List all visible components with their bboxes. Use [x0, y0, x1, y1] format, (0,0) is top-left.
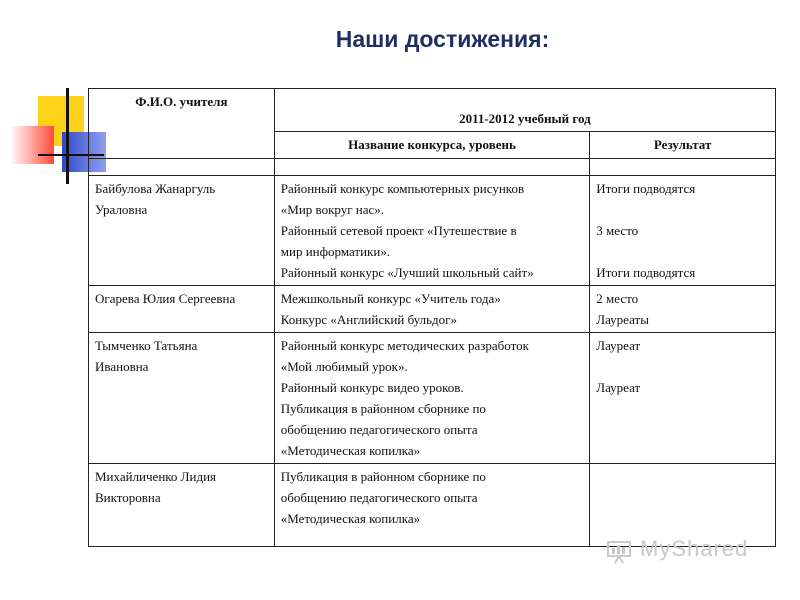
- decor-vertical-line: [66, 88, 69, 184]
- teacher-cell: [89, 333, 275, 464]
- teacher-line: Тымченко Татьяна: [95, 338, 198, 353]
- teacher-line: Викторовна: [95, 490, 161, 505]
- teacher-line: Ивановна: [95, 359, 149, 374]
- header-year: 2011-2012 учебный год: [274, 89, 775, 132]
- contest-line: мир информатики».: [280, 244, 391, 259]
- result-line: Лауреаты: [596, 312, 649, 327]
- contest-line: Районный конкурс видео уроков.: [280, 380, 464, 395]
- contest-line: «Методическая копилка»: [280, 511, 421, 526]
- contest-cell: [274, 464, 589, 547]
- contest-line: «Методическая копилка»: [280, 443, 421, 458]
- spacer-cell: [89, 159, 275, 176]
- contest-line: Публикация в районном сборнике по: [280, 401, 486, 416]
- result-cell: [590, 464, 776, 547]
- result-line: [596, 466, 769, 487]
- header-contest: Название конкурса, уровень: [274, 132, 589, 159]
- watermark-logo-icon: [606, 538, 634, 564]
- result-line: [596, 241, 769, 262]
- contest-line: обобщению педагогического опыта: [280, 490, 478, 505]
- result-line: [596, 356, 769, 377]
- contest-cell: [274, 176, 589, 286]
- contest-cell: [274, 333, 589, 464]
- result-line: Итоги подводятся: [596, 181, 696, 196]
- teacher-line: Михайличенко Лидия: [95, 469, 217, 484]
- teacher-line: Байбулова Жанаргуль: [95, 181, 216, 196]
- teacher-cell: [89, 176, 275, 286]
- result-line: 3 место: [596, 223, 639, 238]
- teacher-cell: [89, 464, 275, 547]
- contest-line: Публикация в районном сборнике по: [280, 469, 486, 484]
- result-cell: [590, 286, 776, 333]
- result-line: [596, 199, 769, 220]
- result-line: Лауреат: [596, 380, 641, 395]
- table-row: [89, 333, 776, 464]
- teacher-line: Ураловна: [95, 202, 148, 217]
- result-line: Лауреат: [596, 338, 641, 353]
- spacer-cell: [590, 159, 776, 176]
- contest-line: Районный конкурс методических разработок: [280, 338, 529, 353]
- contest-cell: [274, 286, 589, 333]
- result-cell: [590, 333, 776, 464]
- header-result: Результат: [590, 132, 776, 159]
- achievements-table: [88, 88, 776, 547]
- result-line: Итоги подводятся: [596, 265, 696, 280]
- contest-line: обобщению педагогического опыта: [280, 422, 478, 437]
- contest-line: «Мой любимый урок».: [280, 359, 408, 374]
- contest-line: Конкурс «Английский бульдог»: [280, 312, 457, 327]
- watermark-text: MyShared: [640, 536, 749, 561]
- table-row: [89, 464, 776, 547]
- spacer-cell: [274, 159, 589, 176]
- contest-line: Районный сетевой проект «Путешествие в: [280, 223, 517, 238]
- slide-title: Наши достижения:: [335, 26, 550, 52]
- contest-line: Межшкольный конкурс «Учитель года»: [280, 291, 501, 306]
- contest-line: «Мир вокруг нас».: [280, 202, 385, 217]
- decor-red-square: [10, 126, 54, 164]
- contest-line: Районный конкурс «Лучший школьный сайт»: [280, 265, 534, 280]
- header-teacher: Ф.И.О. учителя: [89, 89, 275, 159]
- contest-line: Районный конкурс компьютерных рисунков: [280, 181, 525, 196]
- teacher-cell: [89, 286, 275, 333]
- table-row: [89, 286, 776, 333]
- table-row: [89, 176, 776, 286]
- result-cell: [590, 176, 776, 286]
- result-line: 2 место: [596, 291, 639, 306]
- teacher-line: Огарева Юлия Сергеевна: [95, 291, 236, 306]
